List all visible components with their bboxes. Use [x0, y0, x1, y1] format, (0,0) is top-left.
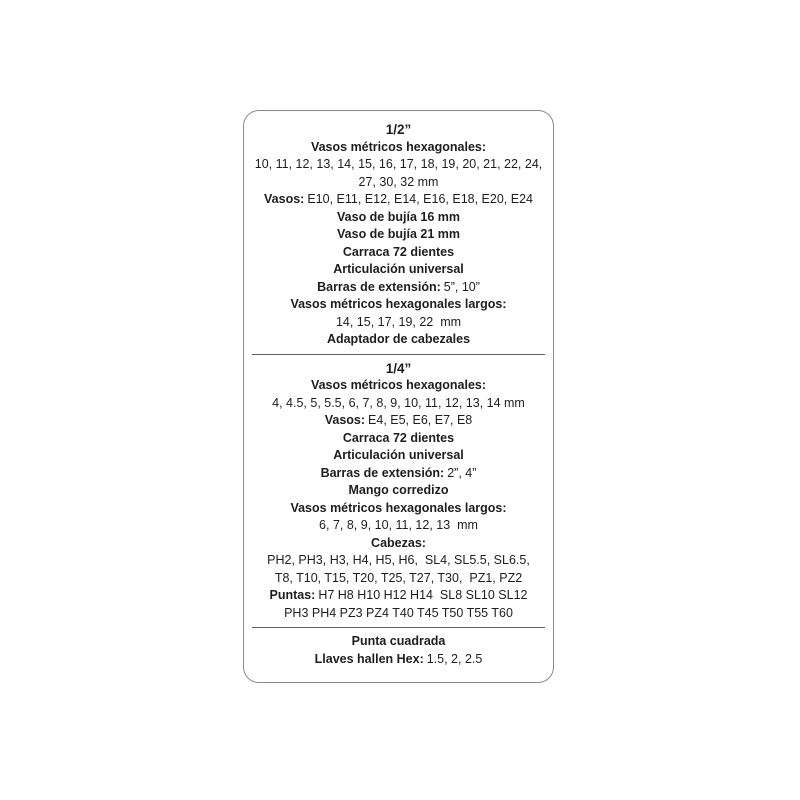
spec-value: 5”, 10”	[443, 279, 480, 294]
section-divider	[252, 627, 545, 628]
spec-line: 4, 4.5, 5, 5.5, 6, 7, 8, 9, 10, 11, 12, 13, 14 mm	[272, 395, 525, 410]
spec-value: E10, E11, E12, E14, E16, E18, E20, E24	[307, 192, 533, 206]
spec-label: Vasos:	[264, 192, 305, 206]
spec-line: Carraca 72 dientes	[342, 244, 455, 259]
spec-line: Carraca 72 dientes	[342, 430, 455, 445]
spec-line: Punta cuadrada	[351, 634, 446, 648]
spec-line: 27, 30, 32 mm	[358, 174, 439, 189]
spec-value: 2”, 4”	[447, 465, 477, 480]
spec-line	[250, 191, 547, 209]
section-quarter-inch	[250, 360, 547, 623]
section-title: 1/2”	[385, 122, 412, 137]
spec-line: Adaptador de cabezales	[326, 332, 471, 346]
spec-line	[250, 587, 547, 605]
spec-line	[250, 465, 547, 483]
spec-line: 10, 11, 12, 13, 14, 15, 16, 17, 18, 19, 20, 21, 22, 24,	[254, 157, 543, 171]
spec-line: PH2, PH3, H3, H4, H5, H6, SL4, SL5.5, SL6.5,	[267, 553, 530, 567]
section-half-inch	[250, 121, 547, 349]
section-title: 1/4”	[385, 360, 412, 376]
spec-label: Vasos:	[324, 413, 366, 427]
spec-line: Vasos métricos hexagonales:	[310, 139, 487, 154]
spec-label: Barras de extensión:	[320, 465, 445, 480]
spec-label: Llaves hallen Hex:	[314, 651, 424, 666]
spec-line	[250, 412, 547, 430]
spec-line	[250, 279, 547, 297]
spec-line: 6, 7, 8, 9, 10, 11, 12, 13 mm	[319, 518, 478, 532]
spec-line: Articulación universal	[333, 448, 464, 462]
spec-line: Articulación universal	[333, 262, 464, 276]
spec-line: Vaso de bujía 16 mm	[337, 209, 460, 224]
spec-line: Vasos métricos hexagonales largos:	[290, 297, 507, 311]
section-extras	[250, 633, 547, 668]
spec-line: T8, T10, T15, T20, T25, T27, T30, PZ1, PZ2	[274, 570, 523, 585]
spec-label: Barras de extensión:	[317, 279, 441, 294]
spec-value: 1.5, 2, 2.5	[426, 651, 483, 666]
spec-line: Vasos métricos hexagonales:	[310, 378, 487, 392]
spec-value: H7 H8 H10 H12 H14 SL8 SL10 SL12	[318, 588, 528, 602]
spec-line	[250, 651, 547, 669]
spec-line: PH3 PH4 PZ3 PZ4 T40 T45 T50 T55 T60	[284, 605, 513, 620]
spec-line: Vasos métricos hexagonales largos:	[290, 500, 507, 515]
spec-label: Puntas:	[269, 588, 316, 602]
spec-value: E4, E5, E6, E7, E8	[368, 413, 473, 427]
tool-set-spec-card	[243, 110, 554, 683]
section-divider	[252, 354, 545, 355]
spec-line: Cabezas:	[371, 535, 426, 550]
spec-line: Vaso de bujía 21 mm	[337, 227, 460, 241]
spec-line: 14, 15, 17, 19, 22 mm	[335, 314, 462, 329]
spec-line: Mango corredizo	[348, 483, 449, 497]
